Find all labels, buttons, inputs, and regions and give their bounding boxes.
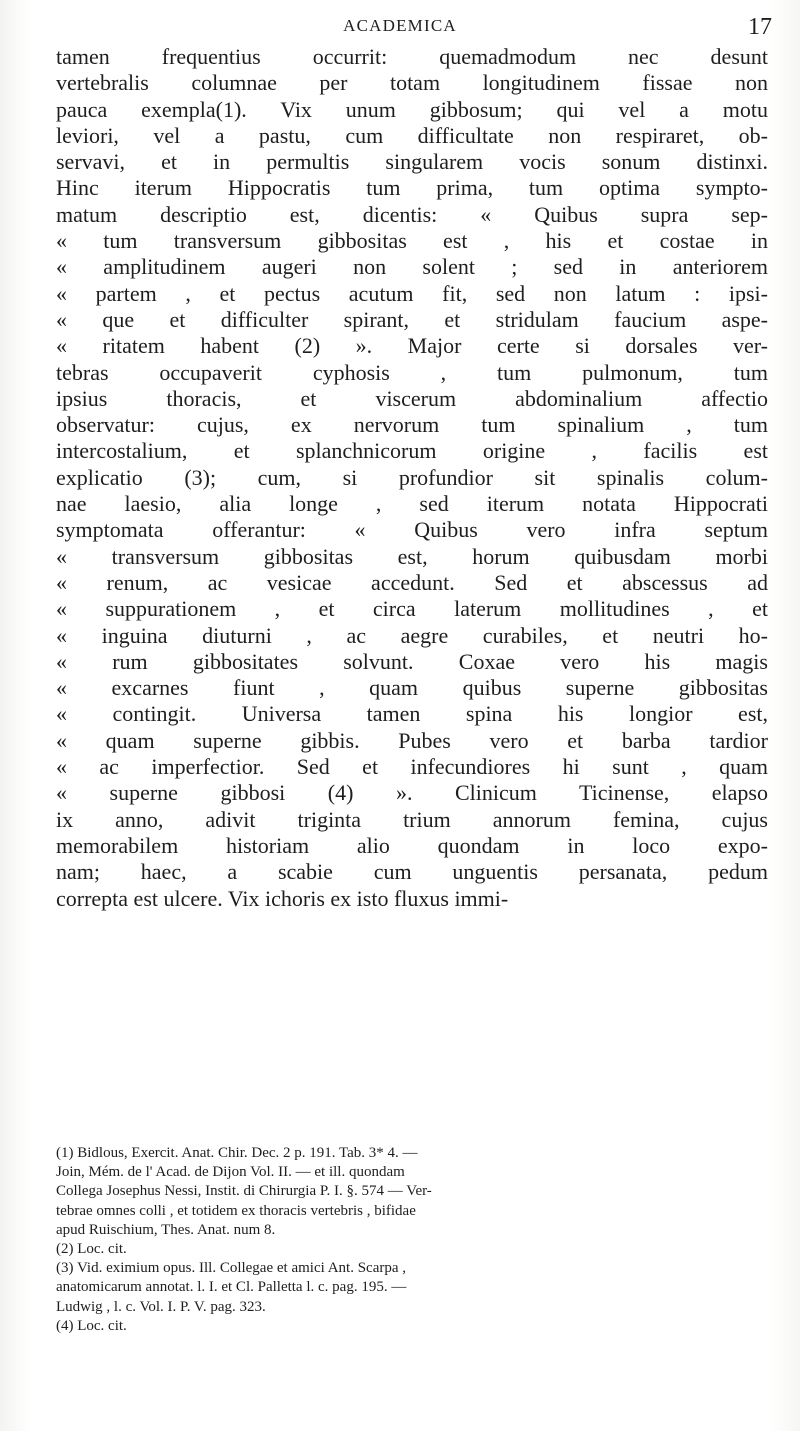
text-line: ipsius thoracis, et viscerum abdominalium affectio: [56, 385, 768, 411]
footnote-line: (3) Vid. eximium opus. Ill. Collegae et amici Ant. Scarpa ,: [56, 1260, 407, 1277]
text-line: « superne gibbosi (4) ». Clinicum Ticinense, elapso: [56, 780, 768, 806]
text-line: « transversum gibbositas est, horum quibusdam morbi: [56, 543, 768, 569]
text-line: « que et difficulter spirant, et stridulam faucium aspe-: [56, 306, 768, 332]
text-line: explicatio (3); cum, si profundior sit spinalis colum-: [56, 464, 768, 490]
text-line: ix anno, adivit triginta trium annorum femina, cujus: [56, 806, 768, 832]
text-line: vertebralis columnae per totam longitudinem fissae non: [56, 70, 768, 96]
running-head: [0, 10, 800, 40]
text-line: « amplitudinem augeri non solent ; sed in anteriorem: [56, 254, 768, 280]
text-line: observatur: cujus, ex nervorum tum spinalium , tum: [56, 412, 768, 438]
text-line: « suppurationem , et circa laterum mollitudines , et: [56, 596, 768, 622]
text-line: correpta est ulcere. Vix ichoris ex isto fluxus immi-: [56, 885, 509, 911]
text-line: « renum, ac vesicae accedunt. Sed et abscessus ad: [56, 569, 768, 595]
page-number: 17: [748, 14, 772, 40]
text-line: leviori, vel a pastu, cum difficultate non respiraret, ob-: [56, 122, 768, 148]
footnote-line: Ludwig , l. c. Vol. I. P. V. pag. 323.: [56, 1298, 266, 1315]
text-line: « ritatem habent (2) ». Major certe si dorsales ver-: [56, 333, 768, 359]
text-line: Hinc iterum Hippocratis tum prima, tum optima sympto-: [56, 175, 768, 201]
text-line: « partem , et pectus acutum fit, sed non latum : ipsi-: [56, 280, 768, 306]
footnote-line: (2) Loc. cit.: [56, 1240, 127, 1257]
footnote-line: Collega Josephus Nessi, Instit. di Chirurgia P. I. §. 574 — Ver-: [56, 1183, 432, 1200]
text-line: nam; haec, a scabie cum unguentis persanata, pedum: [56, 859, 768, 885]
text-line: « rum gibbositates solvunt. Coxae vero his magis: [56, 648, 768, 674]
text-line: « quam superne gibbis. Pubes vero et barba tardior: [56, 727, 768, 753]
footnote-line: tebrae omnes colli , et totidem ex thoracis vertebris , bifidae: [56, 1202, 416, 1219]
text-line: « tum transversum gibbositas est , his et costae in: [56, 228, 768, 254]
text-line: pauca exempla(1). Vix unum gibbosum; qui vel a motu: [56, 96, 768, 122]
text-line: « ac imperfectior. Sed et infecundiores hi sunt , quam: [56, 754, 768, 780]
text-line: matum descriptio est, dicentis: « Quibus supra sep-: [56, 201, 768, 227]
footnote-line: (4) Loc. cit.: [56, 1317, 127, 1334]
running-title: ACADEMICA: [343, 16, 457, 35]
text-line: nae laesio, alia longe , sed iterum notata Hippocrati: [56, 491, 768, 517]
text-line: tebras occupaverit cyphosis , tum pulmonum, tum: [56, 359, 768, 385]
text-line: servavi, et in permultis singularem vocis sonum distinxi.: [56, 149, 768, 175]
text-line: « excarnes fiunt , quam quibus superne gibbositas: [56, 675, 768, 701]
text-line: tamen frequentius occurrit: quemadmodum nec desunt: [56, 44, 768, 69]
text-line: intercostalium, et splanchnicorum origine , facilis est: [56, 438, 768, 464]
footnote-line: Join, Mém. de l' Acad. de Dijon Vol. II. — et ill. quondam: [56, 1164, 405, 1181]
body-text: [56, 44, 768, 912]
text-line: « inguina diuturni , ac aegre curabiles, et neutri ho-: [56, 622, 768, 648]
footnotes: [56, 1144, 768, 1336]
text-line: symptomata offerantur: « Quibus vero infra septum: [56, 517, 768, 543]
text-line: memorabilem historiam alio quondam in loco expo-: [56, 832, 768, 858]
footnote-line: anatomicarum annotat. l. I. et Cl. Palletta l. c. pag. 195. —: [56, 1279, 407, 1296]
footnote-line: apud Ruischium, Thes. Anat. num 8.: [56, 1221, 276, 1238]
footnote-line: (1) Bidlous, Exercit. Anat. Chir. Dec. 2 p. 191. Tab. 3* 4. —: [56, 1145, 418, 1161]
text-line: « contingit. Universa tamen spina his longior est,: [56, 701, 768, 727]
